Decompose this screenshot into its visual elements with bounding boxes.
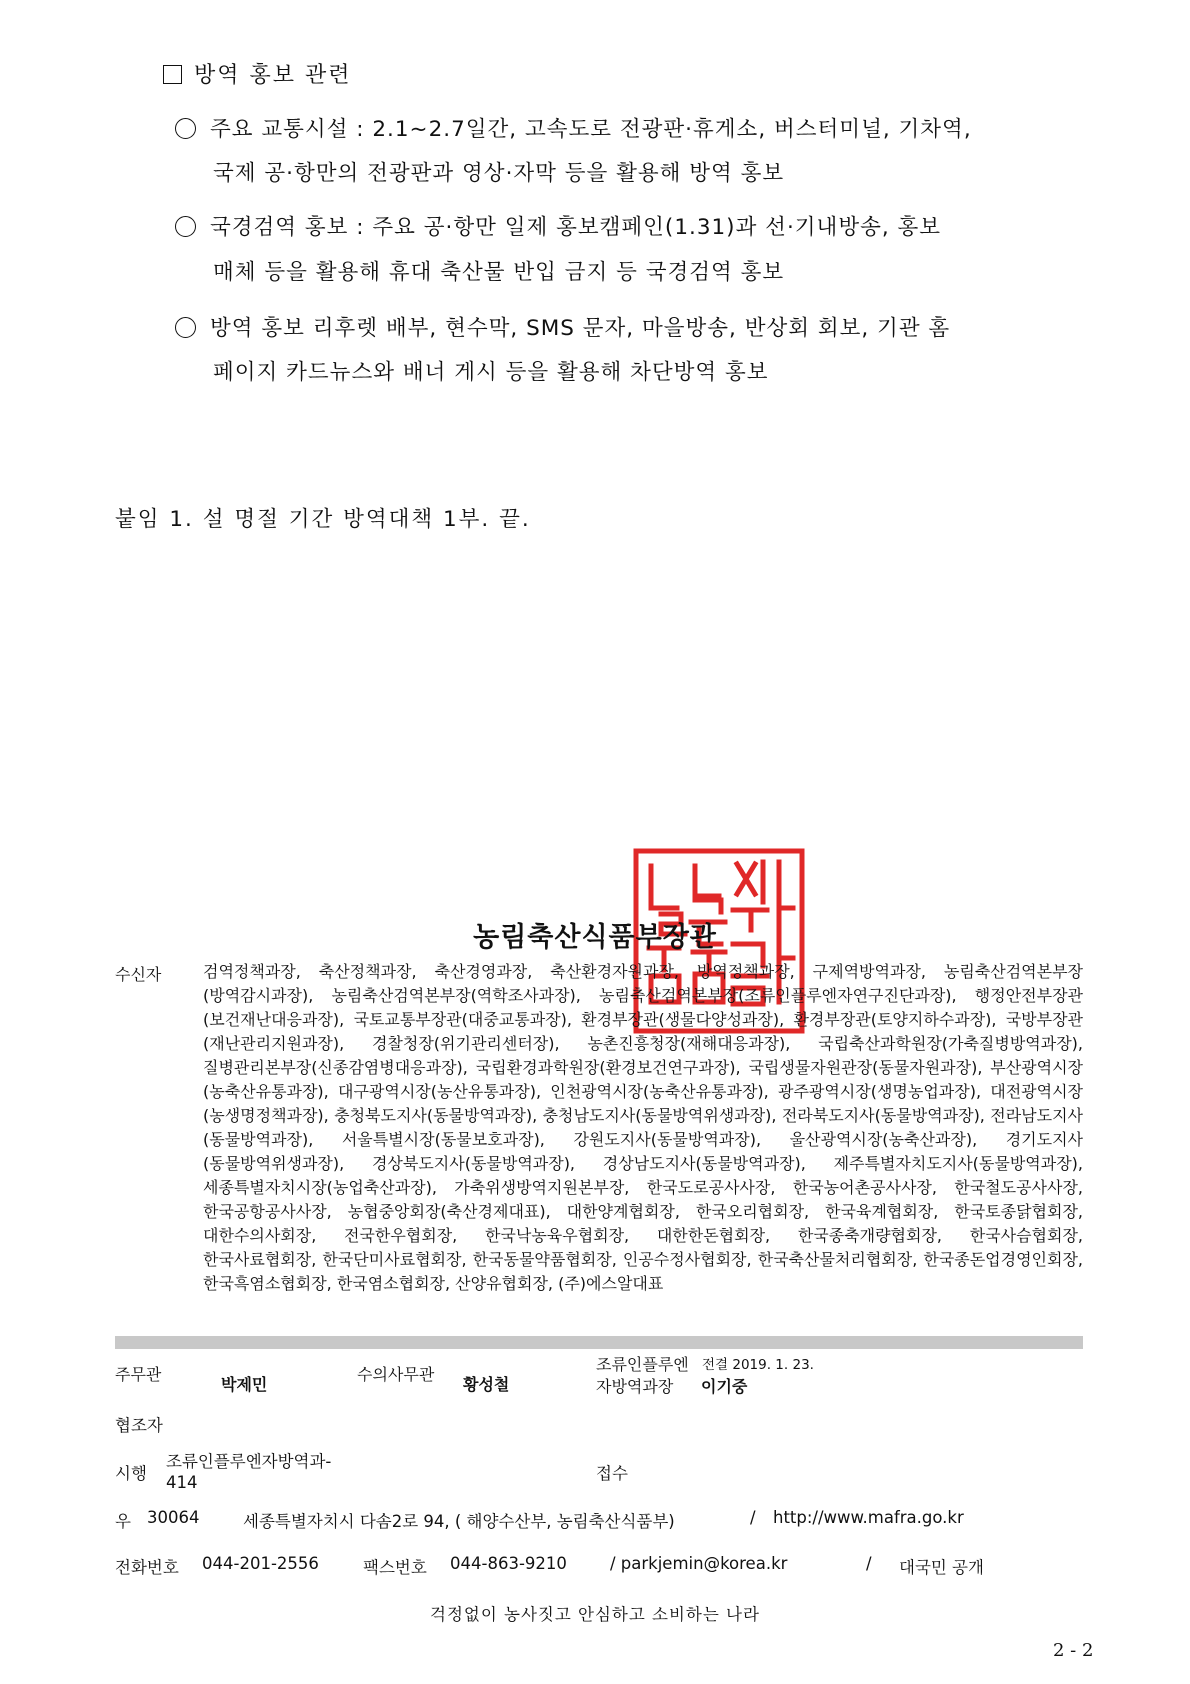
- chief-name: 박제민: [221, 1375, 268, 1394]
- postal-label: 우: [115, 1512, 131, 1531]
- address-text: 세종특별자치시 다솜2로 94, ( 해양수산부, 농림축산식품부): [243, 1512, 675, 1531]
- square-bullet-icon: [163, 65, 182, 84]
- fax-number: 044-863-9210: [450, 1554, 567, 1573]
- item-text-line2: 페이지 카드뉴스와 배너 게시 등을 활용해 차단방역 홍보: [213, 360, 769, 385]
- section-heading: [163, 58, 352, 89]
- list-item: [175, 112, 1080, 143]
- head-name: 이기중: [701, 1377, 748, 1396]
- circle-bullet-icon: [175, 216, 196, 237]
- item-text-line1: 방역 홍보 리후렛 배부, 현수막, SMS 문자, 마을방송, 반상회 회보, 기관 홈: [210, 316, 951, 341]
- phone-label: 전화번호: [115, 1558, 179, 1577]
- recipients-list: 검역정책과장, 축산정책과장, 축산경영과장, 축산환경자원과장, 방역정책과장, 구제역방역과장, 농림축산검역본부장(방역감시과장), 농림축산검역본부장(역학조사과장), 농림축산검역본부장(조류인플루엔자연구진단과장), 행정안전부장관(보건재난대응과장), 국토교통부장관(대중교통과장), 환경부장관(생물다양성과장), 환경부장관(토양지하수과장), 국방부장관(재난관리지원과장), 경찰청장(위기관리센터장), 농촌진흥청장(재해대응과장), 국립축산과학원장(가축질병방역과장), 질병관리본부장(신종감염병대응과장), 국립환경과학원장(환경보건연구과장), 국립생물자원관장(동물자원과장), 부산광역시장(농축산유통과장), 대구광역시장(농산유통과장), 인천광역시장(농축산유통과장), 광주광역시장(생명농업과장), 대전광역시장(농생명정책과장), 충청북도지사(동물방역과장), 충청남도지사(동물방역위생과장), 전라북도지사(동물방역과장), 전라남도지사(동물방역과장), 서울특별시장(동물보호과장), 강원도지사(동물방역과장), 울산광역시장(농축산과장), 경기도지사(동물방역위생과장), 경상북도지사(동물방역과장), 경상남도지사(동물방역과장), 제주특별자치도지사(동물방역과장), 세종특별자치시장(농업축산과장), 가축위생방역지원본부장, 한국도로공사사장, 한국농어촌공사사장, 한국철도공사사장, 한국공항공사사장, 농협중앙회장(축산경제대표), 대한양계협회장, 한국오리협회장, 한국육계협회장, 한국토종닭협회장, 대한수의사회장, 전국한우협회장, 한국낙농육우협회장, 대한한돈협회장, 한국종축개량협회장, 한국사슴협회장, 한국사료협회장, 한국단미사료협회장, 한국동물약품협회장, 인공수정사협회장, 한국축산물처리협회장, 한국종돈업경영인회장, 한국흑염소협회장, 한국염소협회장, 산양유협회장, (주)에스알대표: [203, 962, 1083, 1293]
- contact-separator: /: [866, 1554, 872, 1573]
- item-text-line2: 국제 공·항만의 전광판과 영상·자막 등을 활용해 방역 홍보: [213, 161, 785, 186]
- cooperator-label: 협조자: [115, 1416, 163, 1435]
- enforce-value-line1: 조류인플루엔자방역과-: [166, 1452, 332, 1471]
- disclosure-status: 대국민 공개: [899, 1558, 984, 1577]
- vet-name: 황성철: [463, 1375, 510, 1394]
- page-number: 2 - 2: [1053, 1640, 1094, 1661]
- list-item: [175, 210, 1080, 241]
- address-separator: /: [750, 1508, 756, 1527]
- circle-bullet-icon: [175, 118, 196, 139]
- divider-bar: [115, 1336, 1083, 1349]
- fax-label: 팩스번호: [363, 1558, 427, 1577]
- item-text-line2: 매체 등을 활용해 휴대 축산물 반입 금지 등 국경검역 홍보: [213, 260, 785, 285]
- issuer-title: 농림축산식품부장관: [473, 922, 717, 953]
- section-title: 방역 홍보 관련: [194, 63, 352, 88]
- vet-label: 수의사무관: [357, 1365, 435, 1384]
- attachment-line: 붙임 1. 설 명절 기간 방역대책 1부. 끝.: [115, 507, 531, 532]
- receipt-label: 접수: [596, 1464, 628, 1483]
- head-label-line1: 조류인플루엔: [596, 1355, 689, 1374]
- circle-bullet-icon: [175, 317, 196, 338]
- slogan: 걱정없이 농사짓고 안심하고 소비하는 나라: [430, 1605, 760, 1624]
- item-text-line1: 주요 교통시설 : 2.1~2.7일간, 고속도로 전광판·휴게소, 버스터미널, 기차역,: [210, 117, 972, 142]
- enforce-value-line2: 414: [166, 1473, 198, 1492]
- phone-number: 044-201-2556: [202, 1554, 319, 1573]
- recipients-label: 수신자: [115, 965, 162, 984]
- head-label-line2: 자방역과장: [596, 1377, 674, 1396]
- chief-label: 주무관: [115, 1365, 162, 1384]
- homepage-link[interactable]: http://www.mafra.go.kr: [773, 1508, 964, 1527]
- email-link[interactable]: / parkjemin@korea.kr: [610, 1554, 788, 1573]
- item-text-line1: 국경검역 홍보 : 주요 공·항만 일제 홍보캠페인(1.31)과 선·기내방송, 홍보: [210, 215, 942, 240]
- enforce-label: 시행: [115, 1464, 147, 1483]
- decision-date: 전결 2019. 1. 23.: [702, 1357, 814, 1373]
- postal-code: 30064: [147, 1508, 200, 1527]
- list-item: [175, 311, 1080, 342]
